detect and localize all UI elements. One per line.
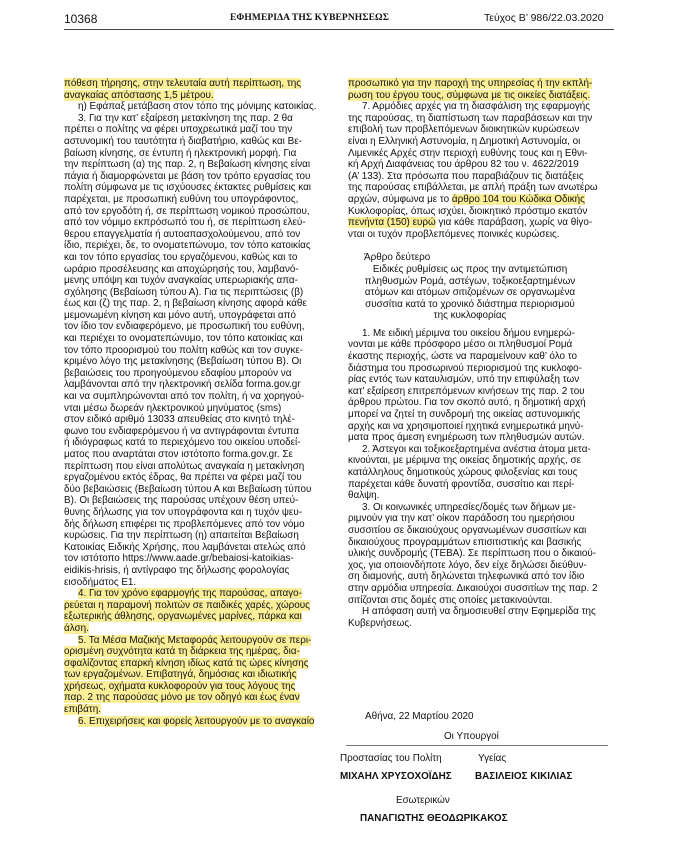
text-span: Κατοικίας Ειδικής Χρήσης, που λαμβάνεται ατελώς από xyxy=(64,541,306,553)
header-rule xyxy=(64,29,614,30)
text-span: εξωτερικής άθλησης, οργανωμένες μαρίνες, πάρκα και xyxy=(64,611,302,623)
text-span: 3. Για την κατ’ εξαίρεση μετακίνηση της παρ. 2 θα xyxy=(78,112,293,124)
text-line xyxy=(348,432,614,444)
text-line xyxy=(64,298,334,310)
text-span: αρχής και να χρησιμοποιεί ηχητικά ενημερωτικά μηνύ- xyxy=(348,420,584,432)
text-line xyxy=(64,379,334,391)
text-line xyxy=(348,548,614,560)
text-span: Λιμενικές Αρχές στην περιοχή ευθύνης τους και η Εθνι- xyxy=(348,147,588,159)
text-line xyxy=(64,461,334,473)
text-span: ματα προς άμεση ενημέρωση των πληθυσμών αυτών. xyxy=(348,432,585,444)
text-line xyxy=(64,611,334,623)
text-span: νται μέσω δωρεάν ηλεκτρονικού μηνύματος (sms) xyxy=(64,402,282,414)
text-span: στην αρμόδια υπηρεσία. Δικαιούχοι συσσιτίων της παρ. 2 xyxy=(348,582,598,594)
text-line xyxy=(64,704,334,716)
text-span: της παρούσας επιβάλλεται, με απλή πράξη των ανωτέρω xyxy=(348,182,598,194)
text-span: αρχών, σύμφωνα με το άρθρο 104 του Κώδικα Οδικής xyxy=(348,193,585,205)
text-line xyxy=(348,328,614,340)
text-line xyxy=(64,148,334,160)
text-span: μπορεί να ζητεί τη συνδρομή της οικείας αστυνομικής xyxy=(348,409,581,421)
text-line xyxy=(348,513,614,525)
text-line xyxy=(64,681,334,693)
text-span: περίπτωση που είναι απολύτως αναγκαία η μετακίνηση xyxy=(64,460,305,472)
text-line xyxy=(348,113,614,125)
text-line xyxy=(348,397,614,409)
text-span: τον ιστότοπο https://www.aade.gr/bebaiosi-katoikias- xyxy=(64,553,294,565)
text-span: κατ’ εξαίρεση επιτρεπόμενων κινήσεων της παρ. 2 του xyxy=(348,385,585,397)
text-span: στον ειδικό αριθμό 13033 απευθείας στο κινητό τηλέ- xyxy=(64,414,295,426)
minister1-name: ΜΙΧΑΗΛ ΧΡΥΣΟΧΟΪΔΗΣ xyxy=(340,771,452,782)
text-span: διάστημα του προσωρινού περιορισμού της κυκλοφο- xyxy=(348,362,582,374)
text-span: κυρώσεις. Για την περίπτωση (η) απαιτείται Βεβαίωση xyxy=(64,530,299,542)
text-span: μενης υπόψη και τυχόν αναγκαίας υπερωριακής απα- xyxy=(64,275,298,287)
text-span: εισοδήματος Ε1. xyxy=(64,576,137,588)
text-line xyxy=(64,449,334,461)
text-span: δής δήλωση επιφέρει τις προβλεπόμενες από τον νόμο xyxy=(64,518,305,530)
text-line xyxy=(64,275,334,287)
text-line xyxy=(64,182,334,194)
text-span: κριμένο λόγο της μετακίνησης (Βεβαίωση τύπου Β). Οι xyxy=(64,356,302,368)
ministers-label: Οι Υπουργοί xyxy=(444,731,499,742)
text-line xyxy=(64,623,334,635)
text-line xyxy=(348,339,614,351)
place-date: Αθήνα, 22 Μαρτίου 2020 xyxy=(365,711,474,722)
left-column xyxy=(64,78,334,727)
text-span: υλικής συνδρομής (ΤΕΒΑ). Σε περίπτωση που ο δικαιού- xyxy=(348,548,597,560)
text-line xyxy=(348,525,614,537)
minister3-title: Εσωτερικών xyxy=(396,795,450,806)
text-line xyxy=(348,502,614,514)
text-span: άλση. xyxy=(64,622,89,634)
text-line xyxy=(64,321,334,333)
text-span: ρεύεται η παραμονή πολιτών σε παιδικές χαρές, χώρους xyxy=(64,599,310,611)
text-span: ωράριο προσέλευσης και αποχώρησής του, λαμβανό- xyxy=(64,263,299,275)
text-span: προσωπικό για την παροχή της υπηρεσίας ή την εκπλή- xyxy=(348,78,593,89)
text-span: άρθρου πρώτου. Για τον σκοπό αυτό, η δημοτική αρχή xyxy=(348,397,586,409)
text-span: θερου επαγγελματία ή αυτοαπασχολούμενου, από τον xyxy=(64,228,301,240)
text-line xyxy=(64,507,334,519)
text-span: ρωση του έργου τους, σύμφωνα με τις οικείες διατάξεις. xyxy=(348,89,591,101)
text-span: η) Εφάπαξ μετάβαση στον τόπο της μόνιμης κατοικίας. xyxy=(78,101,317,113)
text-line xyxy=(348,206,614,218)
text-span: εργαζομένου εκτός έδρας, θα πρέπει να φέρει μαζί του xyxy=(64,472,302,484)
text-span: και περιέχει το ονοματεπώνυμο, τον τόπο κατοικίας και xyxy=(64,333,303,345)
text-span: κή Αρχή Διαφάνειας του άρθρου 82 του ν. 4622/2019 xyxy=(348,159,579,171)
text-span: την περίπτωση (α) της παρ. 2, η Βεβαίωση κίνησης είναι xyxy=(64,159,311,171)
text-line xyxy=(64,484,334,496)
text-line xyxy=(348,171,614,183)
text-span: βεβαιώσεις του προηγούμενου εδαφίου μπορούν να xyxy=(64,367,292,379)
text-span: 1. Με ειδική μέριμνα του οικείου δήμου ενημερώ- xyxy=(362,327,575,339)
text-span: 7. Αρμόδιες αρχές για τη διασφάλιση της εφαρμογής xyxy=(362,101,591,113)
text-span: τον τόπο προορισμού του πολίτη καθώς και τον συγκε- xyxy=(64,344,304,356)
text-line xyxy=(348,386,614,398)
text-line xyxy=(64,669,334,681)
text-span: σχόλησης (Βεβαίωση τύπου Α). Για τις περιπτώσεις (β) xyxy=(64,286,304,298)
text-line xyxy=(64,252,334,264)
text-span: Η απόφαση αυτή να δημοσιευθεί στην Εφημερίδα της xyxy=(362,606,596,618)
text-line xyxy=(64,437,334,449)
minister1-title: Προστασίας του Πολίτη xyxy=(340,753,442,764)
text-span: πολίτη σύμφωνα με τις ισχύουσες έκτακτες ρυθμίσεις και xyxy=(64,182,311,194)
text-line xyxy=(348,217,614,229)
text-line xyxy=(64,658,334,670)
signature-rule xyxy=(346,745,608,746)
text-line xyxy=(348,490,614,502)
article-subtitle-line: Ειδικές ρυθμίσεις ως προς την αντιμετώπιση xyxy=(372,263,568,275)
text-line xyxy=(64,101,334,113)
article-subtitle-line: συσσίτια κατά το χρονικό διάστημα περιορισμού xyxy=(365,298,575,310)
text-span: ριμνούν για την κατ’ οίκον παράδοση του ημερήσιου xyxy=(348,513,575,525)
text-span: μεμονωμένη κίνηση και μόνο αυτή, υπογράφεται από xyxy=(64,309,296,321)
text-span: σφαλίζοντας επαρκή κίνηση ιδίως κατά τις ώρες κίνησης xyxy=(64,657,309,669)
text-span: είναι η Ελληνική Αστυνομία, η Δημοτική Αστυνομία, οι xyxy=(348,135,581,147)
text-line xyxy=(348,363,614,375)
text-span: (Α’ 133). Στα πρόσωπα που παραβιάζουν τις διατάξεις xyxy=(348,170,584,182)
text-span: πόθεση τήρησης, στην τελευταία αυτή περίπτωση, της xyxy=(64,78,301,89)
text-span: κατάλληλους δημοτικούς χώρους φιλοξενίας και τους xyxy=(348,467,578,478)
text-span: της παρούσας, τη διαπίστωση των παραβάσεων και την xyxy=(348,112,593,124)
text-line xyxy=(348,595,614,607)
text-line xyxy=(348,479,614,491)
article-subtitle-line: της κυκλοφορίας xyxy=(433,310,507,322)
text-line xyxy=(348,374,614,386)
text-line xyxy=(64,530,334,542)
text-line xyxy=(64,345,334,357)
text-span: 5. Τα Μέσα Μαζικής Μεταφοράς λειτουργούν σε περι- xyxy=(78,634,312,646)
text-span: τον ίδιο τον ενδιαφερόμενο, με προσωπική του ευθύνη, xyxy=(64,321,305,333)
text-span: Β). Οι βεβαιώσεις της παρούσας υπέχουν θέση υπεύ- xyxy=(64,495,299,507)
text-line xyxy=(64,159,334,171)
text-line xyxy=(64,495,334,507)
text-line xyxy=(64,124,334,136)
text-line xyxy=(348,444,614,456)
text-line xyxy=(348,229,614,241)
text-line xyxy=(64,542,334,554)
text-span: θυνης δήλωσης για τον υπογράφοντα και η τυχόν ψευ- xyxy=(64,506,303,518)
text-line xyxy=(64,240,334,252)
text-line xyxy=(348,409,614,421)
text-line xyxy=(348,606,614,618)
text-line xyxy=(348,101,614,113)
text-line xyxy=(64,692,334,704)
text-line xyxy=(348,467,614,479)
text-span: ορισμένη συχνότητα κατά τη διάρκεια της ημέρας, δια- xyxy=(64,646,300,658)
text-line xyxy=(64,600,334,612)
text-line xyxy=(348,148,614,160)
text-line xyxy=(64,217,334,229)
text-span: αναγκαίας απόστασης 1,5 μέτρου. xyxy=(64,89,214,101)
text-line xyxy=(348,537,614,549)
text-line xyxy=(64,90,334,102)
text-span: χος, για οποιονδήποτε λόγο, δεν είχε δηλώσει διεύθυν- xyxy=(348,559,587,571)
text-span: ματος που αναρτάται στον ιστότοπο forma.gov.gr. Σε xyxy=(64,449,293,460)
text-span: λαμβάνονται από την ηλεκτρονική σελίδα forma.gov.gr xyxy=(64,379,301,391)
text-span: eidikis-hrisis, ή αντίγραφο της δήλωσης φορολογίας xyxy=(64,564,290,576)
highlight-span: πενήντα (150) ευρώ xyxy=(348,217,436,229)
text-span: φωνο του ενδιαφερόμενου ή να αντιγράφονται έντυπα xyxy=(64,425,299,437)
right-column xyxy=(348,78,614,629)
page-number: 10368 xyxy=(64,12,98,26)
text-line xyxy=(64,553,334,565)
text-span: 4. Για τον χρόνο εφαρμογής της παρούσας, απαγο- xyxy=(78,588,302,600)
text-line xyxy=(64,403,334,415)
article-heading: Άρθρο δεύτερο xyxy=(364,252,431,264)
text-line xyxy=(64,565,334,577)
text-line xyxy=(64,472,334,484)
text-span: ή ιδιόγραφως κατά το περιεχόμενο του οικείου υποδεί- xyxy=(64,437,301,449)
text-line xyxy=(64,391,334,403)
text-span: και τον τόπο εργασίας του εργαζόμενου, καθώς και το xyxy=(64,251,298,263)
article-subtitle-line: ατόμων και ατόμων σιτιζομένων σε οργανωμένα xyxy=(364,287,576,299)
text-span: επιβολή των προβλεπόμενων διοικητικών κυρώσεων xyxy=(348,124,580,136)
text-span: παρέχεται, με προσωπική ευθύνη του υπογράφοντος, xyxy=(64,193,299,205)
text-span: 2. Άστεγοι και τοξικοεξαρτημένα ανέστια άτομα μετα- xyxy=(362,443,591,455)
text-span: και να συμπληρώνονται από τον πολίτη, ή να χορηγού- xyxy=(64,391,305,403)
text-line xyxy=(64,264,334,276)
text-line xyxy=(348,124,614,136)
text-line xyxy=(64,310,334,322)
text-span: δύο βεβαιώσεις (Βεβαίωση τύπου Α και Βεβαίωση τύπου xyxy=(64,483,312,495)
text-span: παρέχεται κάθε δυνατή φροντίδα, συσσίτιο και περί- xyxy=(348,478,575,490)
text-line xyxy=(348,159,614,171)
text-line xyxy=(64,414,334,426)
text-line xyxy=(64,635,334,647)
text-span: επιβάτη. xyxy=(64,704,101,716)
text-span: βαίωση κίνησης, σε έντυπη ή ηλεκτρονική μορφή. Για xyxy=(64,147,297,159)
text-line xyxy=(64,229,334,241)
text-line xyxy=(64,368,334,380)
text-line xyxy=(64,356,334,368)
text-line xyxy=(348,571,614,583)
text-span: Κυκλοφορίας, όπως ισχύει, διοικητικό πρόστιμο εκατόν xyxy=(348,205,588,217)
text-span: πενήντα (150) ευρώ για κάθε παράβαση, χωρίς να θίγο- xyxy=(348,217,593,229)
text-span: από τον εργοδότη ή, σε περίπτωση νομικού προσώπου, xyxy=(64,205,310,217)
text-line xyxy=(348,78,614,90)
text-span: παρ. 2 της παρούσας μόνο με τον οδηγό και έως έναν xyxy=(64,692,300,704)
text-span: πάγια ή διαμορφώνεται με βάση τον τρόπο εργασίας του xyxy=(64,170,311,182)
text-line xyxy=(348,351,614,363)
text-line xyxy=(64,716,334,728)
text-span: 6. Επιχειρήσεις και φορείς λειτουργούν με το αναγκαίο xyxy=(78,715,315,727)
text-line xyxy=(64,194,334,206)
text-line xyxy=(64,577,334,589)
text-span: πρέπει ο πολίτης να φέρει υποχρεωτικά μαζί του την xyxy=(64,124,293,136)
text-span: κινούνται, με μέριμνα της οικείας δημοτικής αρχής, σε xyxy=(348,455,581,467)
text-span: νονται με κάθε πρόσφορο μέσο οι πληθυσμοί Ρομά xyxy=(348,339,573,351)
text-line xyxy=(348,194,614,206)
text-line xyxy=(348,455,614,467)
text-line xyxy=(64,136,334,148)
text-line xyxy=(348,182,614,194)
text-span: 3. Οι κοινωνικές υπηρεσίες/δομές των δήμων με- xyxy=(362,501,576,513)
text-line xyxy=(64,287,334,299)
text-line xyxy=(64,171,334,183)
text-span: ίδιο, περιέχει, δε, το ονοματεπώνυμο, τον τόπο κατοικίας xyxy=(64,240,311,252)
text-line xyxy=(348,618,614,630)
text-span: Κυβερνήσεως. xyxy=(348,617,412,629)
text-span: νται οι τυχόν προβλεπόμενες ποινικές κυρώσεις. xyxy=(348,228,560,240)
text-span: σιτίζονται στις δομές στις οποίες μετακινούνται. xyxy=(348,594,553,606)
highlight-span: άρθρο 104 του Κώδικα Οδικής xyxy=(451,193,585,205)
text-span: ση διαμονής, αυτή δηλώνεται τηλεφωνικά από τον ίδιο xyxy=(348,571,585,583)
minister2-name: ΒΑΣΙΛΕΙΟΣ ΚΙΚΙΛΙΑΣ xyxy=(475,771,573,782)
text-line xyxy=(348,560,614,572)
text-span: έκαστης περιοχής, ώστε να παραμείνουν καθ’ όλο το xyxy=(348,351,578,363)
text-span: έως και (ζ) της παρ. 2, η βεβαίωση κίνησης αφορά κάθε xyxy=(64,298,307,310)
text-span: θαλψη. xyxy=(348,490,380,502)
text-line xyxy=(64,519,334,531)
text-span: από τον νόμιμο εκπρόσωπό του ή, σε περίπτωση ελεύ- xyxy=(64,217,306,229)
text-line xyxy=(64,113,334,125)
text-line xyxy=(64,426,334,438)
text-line xyxy=(348,421,614,433)
issue-reference: Τεύχος B’ 986/22.03.2020 xyxy=(484,12,604,24)
text-line xyxy=(64,588,334,600)
journal-title: ΕΦΗΜΕΡΙΔΑ ΤΗΣ ΚΥΒΕΡΝΗΣΕΩΣ xyxy=(230,13,390,23)
minister2-title: Υγείας xyxy=(478,753,507,764)
text-line xyxy=(64,78,334,90)
article-subtitle-line: πληθυσμών Ρομά, αστέγων, τοξικοεξαρτημένων xyxy=(364,275,576,287)
text-line xyxy=(348,583,614,595)
text-span: των εργαζομένων. Επιβατηγά, δημόσιας και ιδιωτικής xyxy=(64,669,297,681)
text-line xyxy=(64,646,334,658)
text-span: δικαιούχους προγραμμάτων επισιτιστικής και βασικής xyxy=(348,536,582,548)
text-line xyxy=(64,206,334,218)
text-line xyxy=(348,136,614,148)
text-span: χρήσεως, οχήματα κυκλοφορούν για τους λόγους της xyxy=(64,680,296,692)
text-span: αστυνομική του ταυτότητα ή διαβατήριο, καθώς και Βε- xyxy=(64,135,302,147)
text-span: συσσιτίου σε δικαιούχους οργανωμένων συσσιτίων και xyxy=(348,524,587,536)
text-line xyxy=(348,90,614,102)
text-line xyxy=(64,333,334,345)
minister3-name: ΠΑΝΑΓΙΩΤΗΣ ΘΕΟΔΩΡΙΚΑΚΟΣ xyxy=(360,813,508,824)
text-span: ρίας εντός των καταυλισμών, υπό την επιφύλαξη των xyxy=(348,374,580,386)
